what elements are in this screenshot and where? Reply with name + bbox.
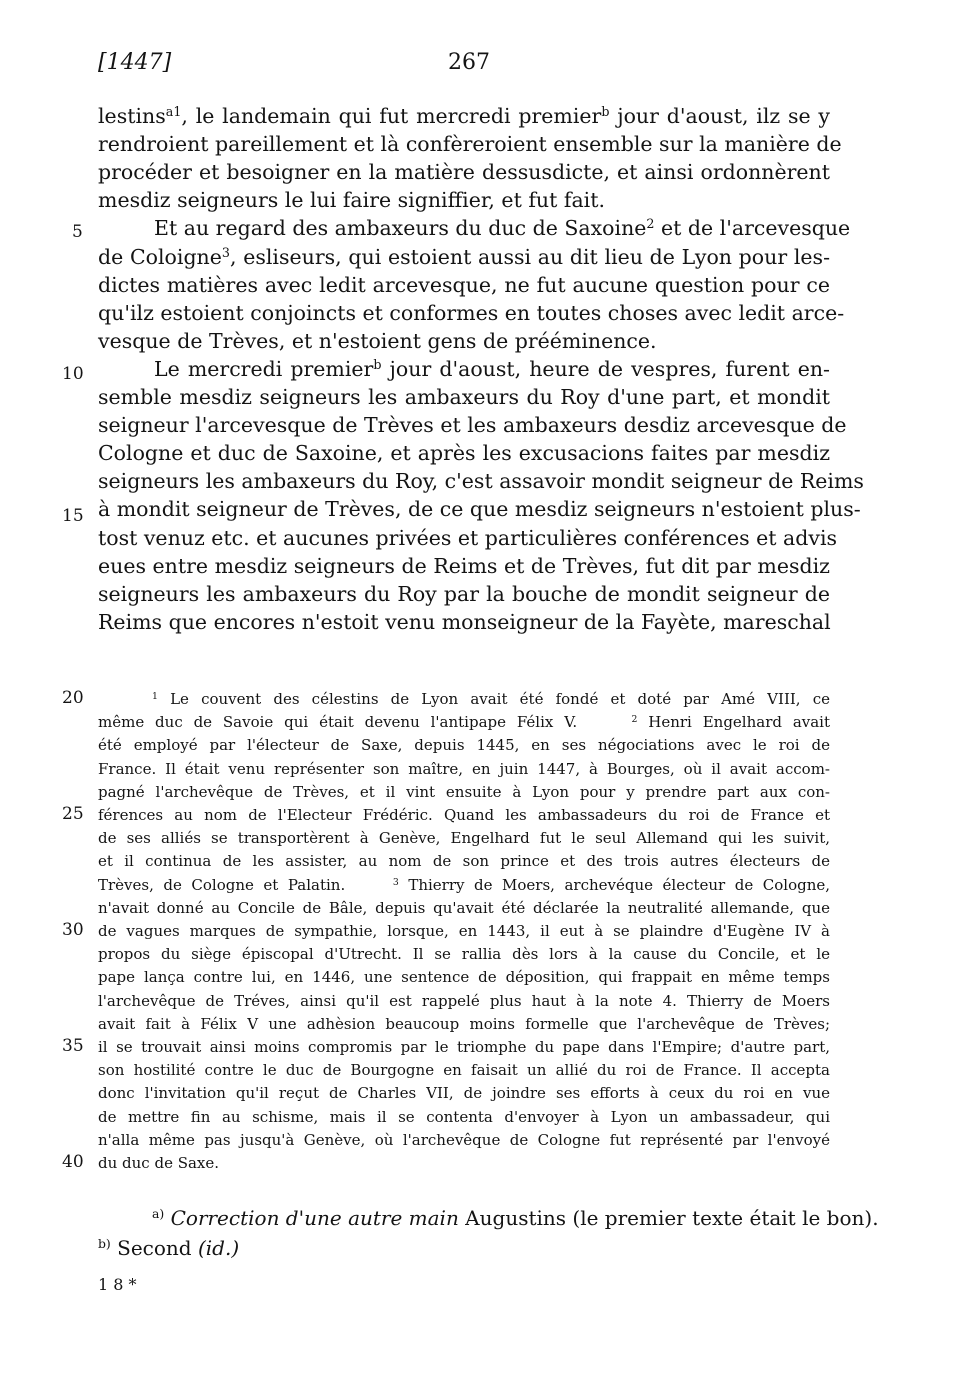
line-number: 10 (62, 364, 84, 384)
main-text-line: eues entre mesdiz seigneurs de Reims et de Trèves, fut dit par mesdiz (98, 553, 830, 578)
main-text-line: tost venuz etc. et aucunes privées et particulières conférences et advis (98, 525, 838, 550)
footnote-line: de mettre fin au schisme, mais il se contenta d'envoyer à Lyon un ambassadeur, qui (98, 1107, 830, 1126)
main-text-line: semble mesdiz seigneurs les ambaxeurs du Roy d'une part, et mondit (98, 385, 830, 409)
line-number: 5 (72, 222, 83, 242)
footnote-line: l'archevêque de Tréves, ainsi qu'il est rappelé plus haut à la note 4. Thierry de Moers (98, 991, 830, 1010)
main-text-line: vesque de Trèves, et n'estoient gens de prééminence. (98, 328, 657, 353)
footnote-line: France. Il était venu représenter son maître, en juin 1447, à Bourges, où il avait accom- (98, 759, 830, 778)
footnote-line: été employé par l'électeur de Saxe, depuis 1445, en ses négociations avec le roi de (98, 736, 830, 755)
footnote-line: donc l'invitation qu'il reçut de Charles VII, de joindre ses efforts à ceux du roi en vue (98, 1084, 830, 1103)
apparatus-siglum-a: a) (152, 1206, 165, 1222)
apparatus-note-b (98, 1234, 239, 1262)
line-number: 35 (62, 1036, 84, 1056)
line-number: 15 (62, 506, 84, 526)
main-text-line: qu'ilz estoient conjoincts et conformes en toutes choses avec ledit arce- (98, 300, 845, 325)
footnote-line: il se trouvait ainsi moins compromis par le triomphe du pape dans l'Empire; d'autre part, (98, 1038, 830, 1056)
line-number: 25 (62, 804, 84, 824)
line-number: 40 (62, 1152, 84, 1172)
apparatus-b-text: Second (110, 1236, 198, 1260)
footnote-line: pagné l'archevêque de Trèves, et il vint ensuite à Lyon pour y prendre part aux con- (98, 782, 830, 801)
main-text-line: Cologne et duc de Saxoine, et après les excusacions faites par mesdiz (98, 441, 830, 466)
main-text-line: seigneur l'arcevesque de Trèves et les ambaxeurs desdiz arcevesque de (98, 413, 847, 438)
footnote-line: même duc de Savoie qui était devenu l'antipape Félix V. $^2$ Henri Engelhard avait (98, 713, 831, 732)
main-text-line: seigneurs les ambaxeurs du Roy par la bouche de mondit seigneur de (98, 581, 830, 606)
running-head (98, 50, 830, 82)
apparatus-a-text: Augustins (le premier texte était le bon). (458, 1206, 879, 1230)
footnote-line: avait fait à Félix V une adhèsion beaucoup moins formelle que l'archevêque de Trèves; (98, 1014, 830, 1033)
apparatus-a-italic: Correction d'une autre main (170, 1206, 459, 1230)
main-text-line: Et au regard des ambaxeurs du duc de Saxoine$^2$ et de l'arcevesque (154, 216, 851, 241)
apparatus-note-a (152, 1204, 879, 1232)
footnote-line: du duc de Saxe. (98, 1154, 220, 1172)
footnote-line: Trèves, de Cologne et Palatin. $^3$ Thierry de Moers, archevéque électeur de Cologne, (98, 875, 831, 894)
apparatus-b-italic: (id.) (197, 1236, 240, 1260)
main-text-line: lestins$^{a1}$, le landemain qui fut mercredi premier$^b$ jour d'aoust, ilz se y (98, 104, 831, 128)
main-text-line: de Coloigne$^3$, esliseurs, qui estoient aussi au dit lieu de Lyon pour les- (98, 244, 830, 269)
footnote-line: $^1$ Le couvent des célestins de Lyon avait été fondé et doté par Amé VIII, ce (152, 690, 830, 708)
footnote-line: son hostilité contre le duc de Bourgogne en faisait un allié du roi de France. Il accepta (98, 1061, 830, 1080)
main-text-line: rendroient pareillement et là confèreroient ensemble sur la manière de (98, 132, 842, 157)
footnote-line: n'avait donné au Concile de Bâle, depuis qu'avait été déclarée la neutralité allemande, que (98, 898, 830, 917)
main-text-line: à mondit seigneur de Trèves, de ce que mesdiz seigneurs n'estoient plus- (98, 497, 861, 522)
main-text-line: procéder et besoigner en la matière dessusdicte, et ainsi ordonnèrent (98, 160, 830, 185)
footnote-line: pape lança contre lui, en 1446, une sentence de déposition, qui frappait en même temps (98, 968, 830, 987)
footnote-line: de vagues marques de sympathie, lorsque, en 1443, il eut à se plaindre d'Eugène IV à (98, 922, 830, 940)
footnote-line: férences au nom de l'Electeur Frédéric. Quand les ambassadeurs du roi de France et (98, 806, 830, 824)
footnote-line: propos du siège épiscopal d'Utrecht. Il se rallia dès lors à la cause du Concile, et le (98, 945, 830, 964)
footnote-line: de ses alliés se transportèrent à Genève, Engelhard fut le seul Allemand qui les suivit, (98, 829, 830, 848)
footnote-line: n'alla même pas jusqu'à Genève, où l'archevêque de Cologne fut représenté par l'envoyé (98, 1130, 830, 1149)
main-text-line: mesdiz seigneurs le lui faire signiffier, et fut fait. (98, 188, 605, 213)
main-text-line: Le mercredi premier$^b$ jour d'aoust, heure de vespres, furent en- (154, 356, 830, 381)
footnote-line: et il continua de les assister, au nom de son prince et des trois autres électeurs de (98, 852, 830, 871)
main-text-line: seigneurs les ambaxeurs du Roy, c'est assavoir mondit seigneur de Reims (98, 469, 864, 494)
printer-signature: 1 8 * (98, 1275, 137, 1294)
line-number: 30 (62, 920, 84, 940)
main-text-line: Reims que encores n'estoit venu monseigneur de la Fayète, mareschal (98, 609, 831, 634)
apparatus-siglum-b: b) (98, 1236, 111, 1252)
page-number: 267 (448, 50, 490, 75)
running-head-year: [1447] (98, 50, 172, 75)
line-number: 20 (62, 688, 84, 708)
main-text-line: dictes matières avec ledit arcevesque, ne fut aucune question pour ce (98, 272, 830, 297)
